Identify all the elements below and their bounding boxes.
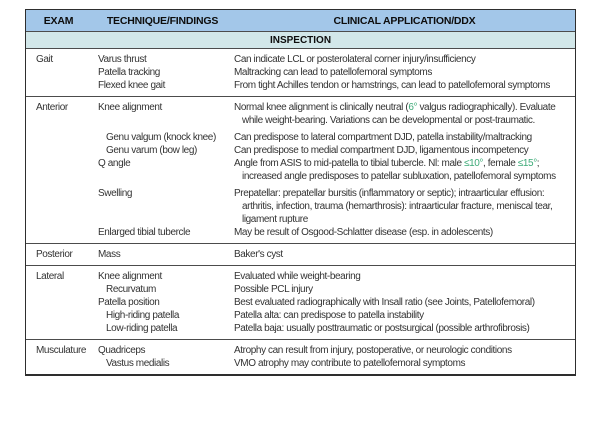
table-row	[98, 344, 575, 357]
exam-label: Lateral	[36, 271, 64, 282]
technique-cell: Patella tracking	[98, 67, 160, 78]
section-posterior	[26, 243, 575, 265]
table-row	[98, 296, 575, 309]
clinical-cell: May be result of Osgood-Schlatter disease (esp. in adolescents)	[234, 227, 493, 238]
technique-cell: Enlarged tibial tubercle	[98, 227, 191, 238]
clinical-text: Angle from ASIS to mid-patella to tibial tubercle. Nl: male	[234, 158, 465, 169]
clinical-cell: Prepatellar: prepatellar bursitis (inflammatory or septic); intraarticular effusion: arthritis, infection, trauma (hemarthrosis): intraarticular fracture, meniscal tear, ligament rupture	[234, 188, 553, 225]
column-header-clinical: CLINICAL APPLICATION/DDX	[333, 14, 476, 27]
table-row	[98, 270, 575, 283]
clinical-text: valgus radiographically). Evaluate while weight-bearing. Variations can be developmental or post-traumatic.	[242, 102, 556, 126]
clinical-cell: Patella alta: can predispose to patella instability	[234, 310, 424, 321]
section-musculature	[26, 339, 575, 374]
clinical-cell: Atrophy can result from injury, postoperative, or neurologic conditions	[234, 345, 512, 356]
exam-label: Anterior	[36, 102, 68, 113]
technique-cell: Vastus medialis	[106, 358, 170, 369]
clinical-cell	[234, 157, 575, 183]
clinical-text: , female	[483, 158, 518, 169]
exam-label: Posterior	[36, 249, 73, 260]
section-anterior	[26, 96, 575, 243]
clinical-text: ; increased angle predisposes to patellar subluxation, patellofemoral symptoms	[242, 158, 556, 182]
section-gait	[26, 49, 575, 96]
table-row	[98, 157, 575, 183]
table-row	[98, 226, 575, 239]
exam-reference-table	[25, 9, 576, 376]
technique-cell: Recurvatum	[106, 284, 156, 295]
table-row	[98, 248, 575, 261]
technique-cell: High-riding patella	[106, 310, 180, 321]
exam-label: Musculature	[36, 345, 87, 356]
technique-cell: Mass	[98, 249, 121, 260]
technique-cell: Q angle	[98, 158, 131, 169]
technique-cell: Flexed knee gait	[98, 80, 165, 91]
clinical-cell: From tight Achilles tendon or hamstrings, can lead to patellofemoral symptoms	[234, 80, 551, 91]
clinical-cell: Can predispose to medial compartment DJD, ligamentous incompetency	[234, 145, 529, 156]
highlighted-value: 6°	[408, 102, 418, 113]
technique-cell: Quadriceps	[98, 345, 146, 356]
clinical-cell: Possible PCL injury	[234, 284, 313, 295]
table-row	[98, 283, 575, 296]
clinical-cell	[234, 101, 575, 127]
table-row	[98, 101, 575, 127]
clinical-cell: VMO atrophy may contribute to patellofemoral symptoms	[234, 358, 466, 369]
clinical-cell: Baker's cyst	[234, 249, 283, 260]
column-header-exam: EXAM	[43, 14, 74, 27]
column-header-technique: TECHNIQUE/FINDINGS	[106, 14, 219, 27]
highlighted-value: ≤10°	[464, 158, 484, 169]
table-row	[98, 66, 575, 79]
subheader-inspection: INSPECTION	[26, 32, 575, 49]
technique-cell: Genu valgum (knock knee)	[106, 132, 216, 143]
clinical-cell: Can indicate LCL or posterolateral corner injury/insufficiency	[234, 54, 476, 65]
table-row	[98, 53, 575, 66]
table-row	[98, 131, 575, 144]
clinical-cell: Best evaluated radiographically with Insall ratio (see Joints, Patellofemoral)	[234, 297, 535, 308]
table-row	[98, 357, 575, 370]
table-row	[98, 187, 575, 226]
technique-cell: Genu varum (bow leg)	[106, 145, 197, 156]
table-row	[98, 309, 575, 322]
clinical-cell: Evaluated while weight-bearing	[234, 271, 361, 282]
technique-cell: Swelling	[98, 188, 133, 199]
technique-cell: Patella position	[98, 297, 160, 308]
technique-cell: Knee alignment	[98, 102, 162, 113]
highlighted-value: ≤15°	[517, 158, 537, 169]
technique-cell: Low-riding patella	[106, 323, 178, 334]
technique-cell: Varus thrust	[98, 54, 147, 65]
clinical-text: Normal knee alignment is clinically neutral (	[234, 102, 409, 113]
technique-cell: Knee alignment	[98, 271, 162, 282]
section-lateral	[26, 265, 575, 339]
exam-label: Gait	[36, 54, 53, 65]
table-row	[98, 144, 575, 157]
table-row	[98, 79, 575, 92]
table-header-row	[26, 10, 575, 32]
clinical-cell: Can predispose to lateral compartment DJD, patella instability/maltracking	[234, 132, 532, 143]
clinical-cell: Maltracking can lead to patellofemoral symptoms	[234, 67, 432, 78]
table-row	[98, 322, 575, 335]
clinical-cell: Patella baja: usually posttraumatic or postsurgical (possible arthrofibrosis)	[234, 323, 530, 334]
